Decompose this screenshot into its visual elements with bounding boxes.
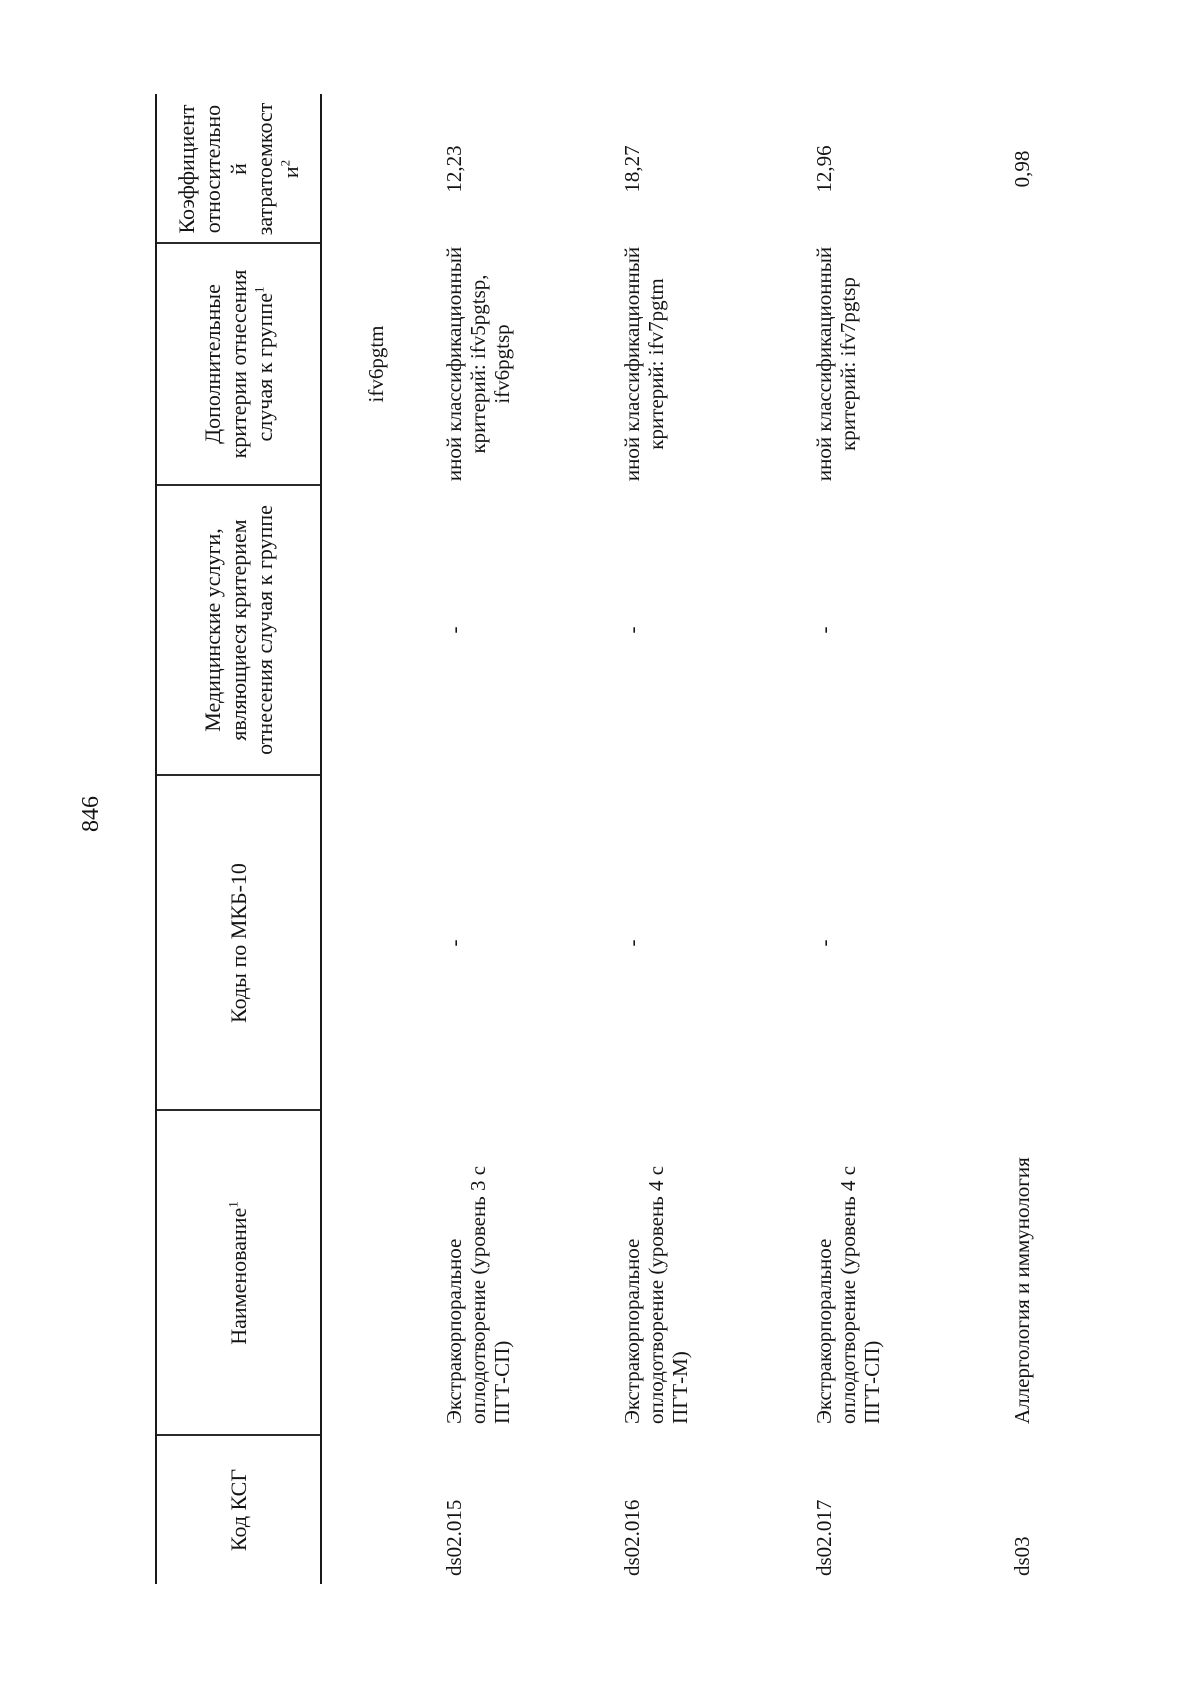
row-name: Аллергология и иммунология bbox=[1010, 1157, 1034, 1424]
page-number: 846 bbox=[78, 796, 104, 832]
column-separator bbox=[157, 485, 320, 487]
row-coefficient: 0,98 bbox=[1010, 150, 1034, 188]
row-extra: иной классификационный критерий: ifv5pgtsp, ifv6pgtsp bbox=[442, 246, 514, 482]
row-extra: иной классификационный критерий: ifv7pgtsp bbox=[812, 246, 860, 482]
row-services: - bbox=[442, 626, 466, 634]
row-name: Экстракорпоральное оплодотворение (уровень 4 с ПГТ-М) bbox=[620, 1165, 692, 1424]
row-extra: иной классификационный критерий: ifv7pgtm bbox=[620, 246, 668, 482]
header-coefficient: Коэффициент относительно й затратоемкост $и^2$ bbox=[174, 102, 303, 236]
header-top-rule bbox=[155, 94, 157, 1584]
row-coefficient: 12,23 bbox=[442, 145, 466, 193]
header-name: Наименование$^1$ bbox=[225, 1201, 251, 1345]
header-services: Медицинские услуги, являющиеся критерием отнесения случая к группе bbox=[200, 505, 277, 755]
row-icd: - bbox=[620, 939, 644, 947]
row-code: ds03 bbox=[1010, 1536, 1034, 1576]
row-name: Экстракорпоральное оплодотворение (уровень 3 с ПГТ-СП) bbox=[442, 1165, 514, 1424]
row-coefficient: 12,96 bbox=[812, 145, 836, 193]
column-separator bbox=[157, 1435, 320, 1437]
header-extra: Дополнительные критерии отнесения случая к группе$^1$ bbox=[200, 269, 277, 459]
header-bottom-rule bbox=[320, 94, 322, 1584]
header-icd: Коды по МКБ-10 bbox=[226, 863, 251, 1023]
row-name: Экстракорпоральное оплодотворение (уровень 4 с ПГТ-СП) bbox=[812, 1165, 884, 1424]
header-code: Код КСГ bbox=[226, 1468, 251, 1552]
column-separator bbox=[157, 1110, 320, 1112]
orphan-extra-criterion: ifv6pgtm bbox=[364, 325, 388, 403]
row-code: ds02.016 bbox=[620, 1499, 644, 1576]
row-code: ds02.017 bbox=[812, 1499, 836, 1576]
row-services: - bbox=[620, 626, 644, 634]
column-separator bbox=[157, 243, 320, 245]
column-separator bbox=[157, 775, 320, 777]
row-services: - bbox=[812, 626, 836, 634]
row-icd: - bbox=[442, 939, 466, 947]
row-icd: - bbox=[812, 939, 836, 947]
row-code: ds02.015 bbox=[442, 1499, 466, 1576]
row-coefficient: 18,27 bbox=[620, 145, 644, 193]
